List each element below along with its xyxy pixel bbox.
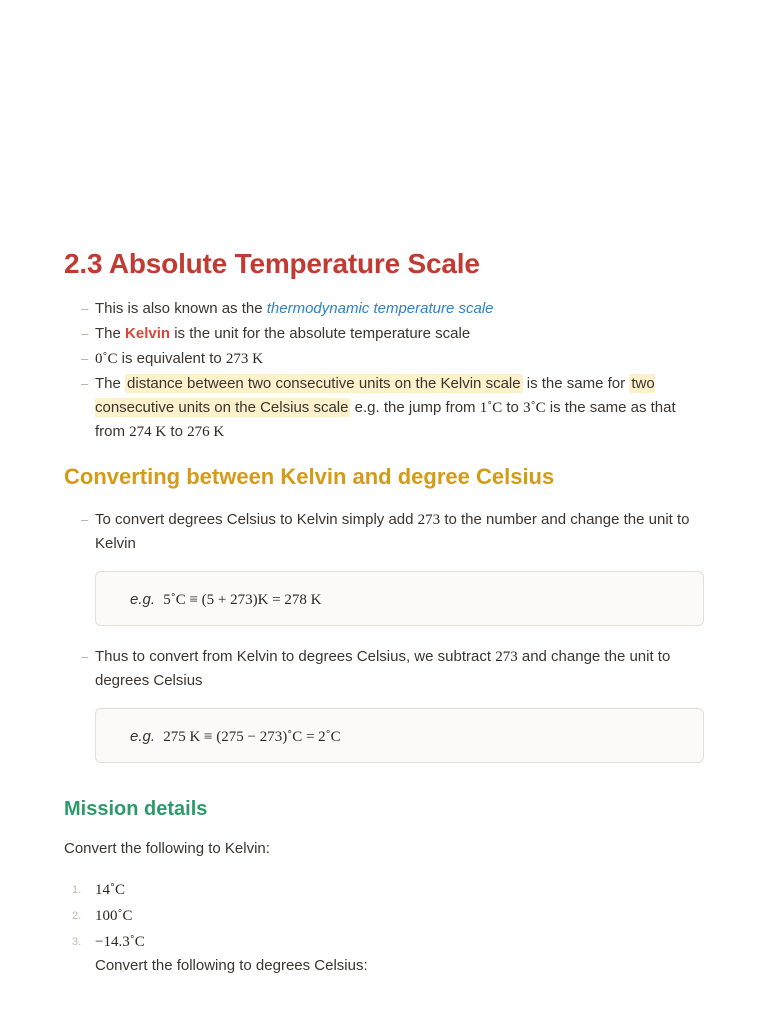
highlight-kelvin-distance: distance between two consecutive units on the Kelvin scale [127,375,521,392]
bullet-kelvin-to-celsius [64,645,704,693]
convert-to-celsius-list [64,645,704,693]
bullet-celsius-to-kelvin [64,508,704,556]
list-value: −14.3˚C [95,934,145,950]
highlight-celsius-units: two consecutive units on the Celsius scale [95,375,655,416]
intro-bullet-list [64,297,704,445]
bullet-text: is the unit for the absolute temperature scale [170,325,471,342]
example-label: e.g. [130,728,156,745]
list-value: 100˚C [95,908,133,924]
bullet-also-known-as [64,297,704,321]
kelvin-term: Kelvin [125,325,171,342]
math-zero-celsius: 0˚C [95,351,118,367]
mission-intro-text: Convert the following to Kelvin: [64,840,270,857]
math-273: 273 [417,512,441,528]
example-callout-kelvin-to-celsius [95,708,704,763]
bullet-text: and change the unit to degrees Celsius [95,648,671,689]
list-value: 14˚C [95,882,125,898]
math-3-celsius: 3˚C [523,400,546,416]
converting-subheading: Converting between Kelvin and degree Celsius [64,464,555,489]
list-item [64,877,704,903]
bullet-text: e.g. the jump from [350,399,480,416]
bullet-zero-celsius [64,347,704,371]
list-number: 2. [72,910,82,922]
bullet-text: is the same for [522,375,630,392]
example-callout-celsius-to-kelvin [95,571,704,626]
bullet-text: Thus to convert from Kelvin to degrees Celsius, we subtract [95,648,496,665]
bullet-text: to [502,399,524,416]
bullet-unit-distance [64,372,704,444]
list-number: 3. [72,936,82,948]
mission-list [64,877,704,955]
bullet-text: to the number and change the unit to Kelvin [95,511,690,552]
bullet-text: is the same as that from [95,399,676,440]
list-item [64,929,704,955]
bullet-text: to [166,423,188,440]
bullet-text: The [95,375,126,392]
mission-heading: Mission details [64,798,208,820]
math-273-kelvin: 273 K [225,351,263,367]
math-273: 273 [495,649,518,665]
bullet-text: To convert degrees Celsius to Kelvin simply add [95,511,418,528]
example-equation: 5˚C ≡ (5 + 273)K = 278 K [163,592,322,608]
bullet-text: is equivalent to [117,350,226,367]
bullet-text: The [95,325,126,342]
example-label: e.g. [130,591,156,608]
math-1-celsius: 1˚C [479,400,503,416]
math-274-kelvin: 274 K [129,424,167,440]
section-title: 2.3 Absolute Temperature Scale [64,248,480,279]
convert-to-kelvin-list [64,508,704,556]
example-equation: 275 K ≡ (275 − 273)˚C = 2˚C [163,729,341,745]
bullet-text: This is also known as the [95,300,267,317]
list-number: 1. [72,884,82,896]
bullet-kelvin-unit [64,322,704,346]
thermodynamic-scale-link[interactable]: thermodynamic temperature scale [266,300,494,317]
math-276-kelvin: 276 K [187,424,225,440]
mission-outro-text: Convert the following to degrees Celsius: [95,957,368,974]
list-item [64,903,704,929]
